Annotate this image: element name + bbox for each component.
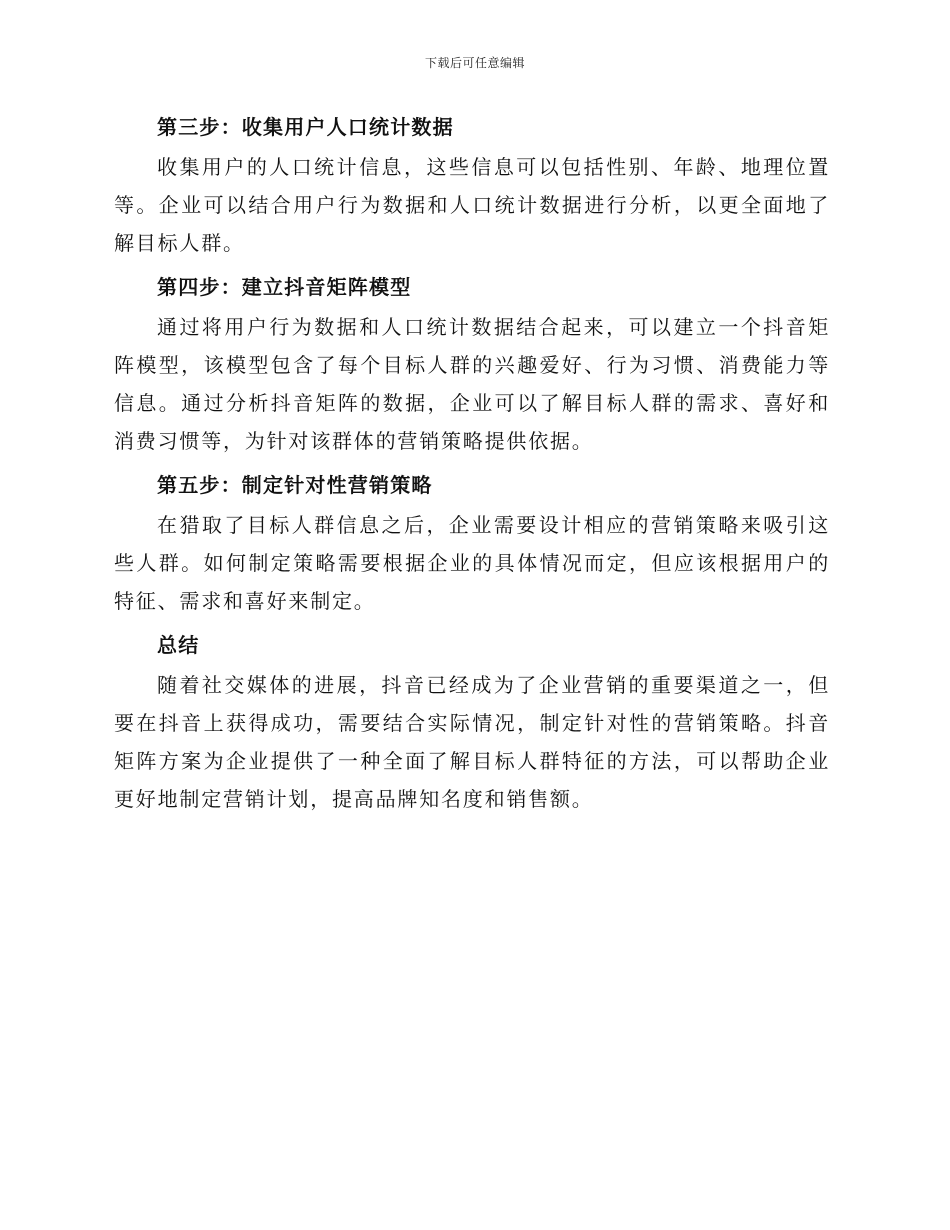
section-paragraph-step-3: 收集用户的人口统计信息，这些信息可以包括性别、年龄、地理位置等。企业可以结合用户行为数据和人口统计数据进行分析，以更全面地了解目标人群。: [114, 155, 830, 255]
section-heading-summary: 总结: [157, 633, 200, 657]
document-body: [114, 108, 830, 823]
section-paragraph-summary: 随着社交媒体的进展，抖音已经成为了企业营销的重要渠道之一，但要在抖音上获得成功，需要结合实际情况，制定针对性的营销策略。抖音矩阵方案为企业提供了一种全面了解目标人群特征的方法，可以帮助企业更好地制定营销计划，提高品牌知名度和销售额。: [114, 673, 830, 811]
page-header: 下载后可任意编辑: [424, 56, 525, 70]
section-heading-step-4: 第四步：建立抖音矩阵模型: [157, 275, 412, 299]
section-paragraph-step-5: 在猎取了目标人群信息之后，企业需要设计相应的营销策略来吸引这些人群。如何制定策略需要根据企业的具体情况而定，但应该根据用户的特征、需求和喜好来制定。: [114, 513, 830, 613]
section-paragraph-step-4: 通过将用户行为数据和人口统计数据结合起来，可以建立一个抖音矩阵模型，该模型包含了每个目标人群的兴趣爱好、行为习惯、消费能力等信息。通过分析抖音矩阵的数据，企业可以了解目标人群的需求、喜好和消费习惯等，为针对该群体的营销策略提供依据。: [114, 315, 830, 453]
section-heading-step-3: 第三步：收集用户人口统计数据: [157, 115, 454, 139]
section-heading-step-5: 第五步：制定针对性营销策略: [157, 473, 433, 497]
